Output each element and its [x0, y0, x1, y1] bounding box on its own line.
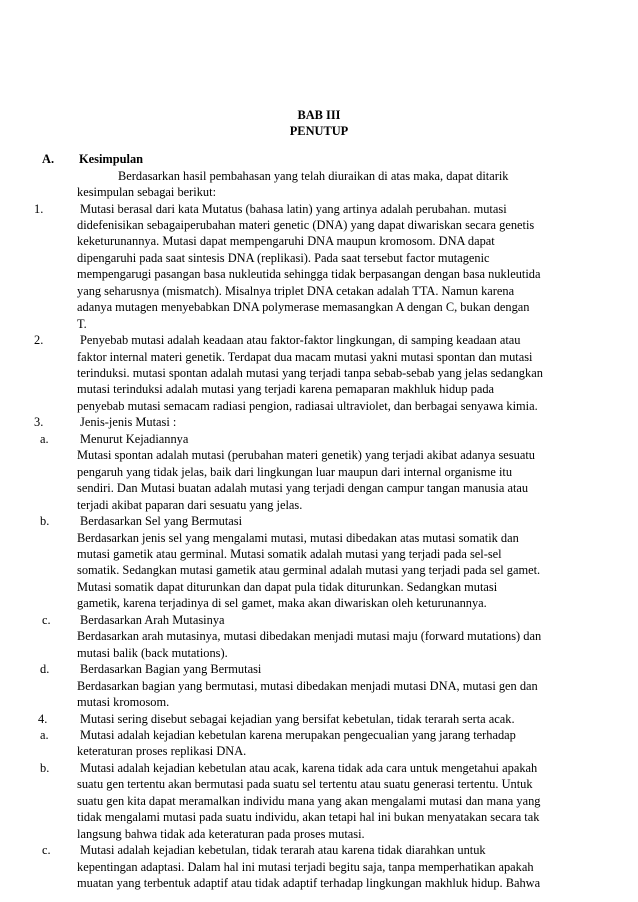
list-item-line: Mutasi somatik dapat diturunkan dan dapat pula tidak diturunkan. Sedangkan mutasi: [77, 579, 498, 594]
list-item-line: mutasi kromosom.: [77, 695, 170, 709]
list-item-heading-line: Berdasarkan Sel yang Bermutasi: [80, 514, 243, 528]
list-item-line: sendiri. Dan Mutasi buatan adalah mutasi yang terjadi dengan campur tangan manusia atau: [77, 481, 529, 496]
list-letter: b.: [40, 514, 50, 528]
list-item-heading-line: Mutasi adalah kejadian kebetulan, tidak terarah atau karena tidak diarahkan untuk: [80, 843, 486, 858]
list-item-line: langsung bahwa tidak ada keteraturan pada proses mutasi.: [77, 826, 365, 841]
list-item-line: muatan yang terbentuk adaptif atau tidak adaptif terhadap lingkungan makhluk hidup. Bahwa: [77, 876, 541, 890]
list-letter: a.: [40, 431, 49, 446]
list-item-line: faktor internal materi genetik. Terdapat dua macam mutasi yakni mutasi spontan dan mutasi: [77, 349, 533, 364]
list-number: 4.: [38, 711, 48, 726]
list-item-heading-line: Berdasarkan Bagian yang Bermutasi: [80, 662, 262, 677]
list-item-heading-line: Berdasarkan Arah Mutasinya: [80, 612, 225, 627]
list-letter: d.: [40, 662, 50, 677]
list-number: 3.: [34, 415, 44, 430]
list-item-line: mutasi balik (back mutations).: [77, 645, 228, 660]
list-letter: a.: [40, 727, 49, 742]
list-item-line: Berdasarkan arah mutasinya, mutasi dibedakan menjadi mutasi maju (forward mutations) dan: [77, 629, 542, 644]
list-item-line: keketurunannya. Mutasi dapat mempengaruhi DNA maupun kromosom. DNA dapat: [77, 234, 495, 249]
list-item-heading-line: Mutasi adalah kejadian kebetulan karena merupakan pengecualian yang jarang terhadap: [80, 727, 516, 742]
list-item-line: tidak mengalami mutasi pada suatu individu, akan tetapi hal ini bukan menyatakan secara tak: [77, 810, 540, 825]
list-letter: c.: [42, 843, 51, 858]
chapter-number: BAB III: [297, 108, 341, 122]
chapter-title: PENUTUP: [289, 124, 349, 138]
list-item-line: Berdasarkan bagian yang bermutasi, mutasi dibedakan menjadi mutasi DNA, mutasi gen dan: [77, 678, 538, 693]
list-item-heading-line: Jenis-jenis Mutasi :: [80, 415, 177, 430]
list-item-line: Berdasarkan jenis sel yang mengalami mutasi, mutasi dibedakan atas mutasi somatik dan: [77, 530, 519, 545]
list-item-line: yang seharusnya (mismatch). Misalnya triplet DNA cetakan adalah TTA. Namun karena: [77, 283, 515, 298]
list-item-heading-line: Mutasi adalah kejadian kebetulan atau acak, karena tidak ada cara untuk mengetahui apakah: [80, 760, 538, 775]
list-item-line: pengaruh yang tidak jelas, baik dari lingkungan luar maupun dari internal organisme itu: [77, 464, 513, 479]
list-number: 2.: [34, 333, 44, 348]
list-item-line: penyebab mutasi semacam radiasi pengion, radiasai ultraviolet, dan berbagai senyawa kimia.: [77, 398, 538, 413]
list-letter: b.: [40, 760, 50, 775]
section-title: Kesimpulan: [79, 152, 144, 166]
list-item-heading-line: Mutasi sering disebut sebagai kejadian yang bersifat kebetulan, tidak terarah serta acak.: [80, 711, 515, 726]
list-number: 1.: [34, 201, 44, 216]
list-item-line: dipengaruhi pada saat sintesis DNA (replikasi). Pada saat tersebut factor mutagenic: [77, 250, 490, 265]
list-item-line: terjadi akibat paparan dari sesuatu yang jelas.: [77, 497, 303, 512]
list-item-line: suatu gen tertentu akan bermutasi pada suatu sel tertentu atau suatu generasi tertentu. Untuk: [77, 777, 533, 792]
list-item-line: terinduksi. mutasi spontan adalah mutasi yang terjadi tanpa sebab-sebab yang jelas sedangkan: [77, 366, 543, 380]
list-item-line: mempengarugi pasangan basa nukleutida sehingga tidak berpasangan dengan basa nukleutida: [77, 267, 541, 282]
list-item-line: mutasi gametik atau germinal. Mutasi somatik adalah mutasi yang terjadi pada sel-sel: [77, 546, 502, 561]
list-item-line: suatu gen kita dapat meramalkan individu mana yang akan mengalami mutasi dan mana yang: [77, 793, 541, 808]
intro-line: kesimpulan sebagai berikut:: [77, 185, 217, 199]
list-item-line: adanya mutagen menyebabkan DNA polymerase memasangkan A dengan C, bukan dengan: [77, 300, 530, 315]
list-item-line: T.: [77, 316, 87, 331]
list-item-heading-line: Mutasi berasal dari kata Mutatus (bahasa latin) yang artinya adalah perubahan. mutasi: [80, 201, 507, 216]
list-item-line: keteraturan proses replikasi DNA.: [77, 744, 247, 759]
list-item-line: somatik. Sedangkan mutasi gametik atau germinal adalah mutasi yang terjadi pada sel gamet.: [77, 563, 541, 578]
list-item-line: kepentingan adaptasi. Dalam hal ini mutasi terjadi begitu saja, tanpa memperhatikan apakah: [77, 859, 534, 874]
list-item-line: didefenisikan sebagaiperubahan materi genetic (DNA) yang dapat diwariskan secara genetis: [77, 217, 535, 232]
list-item-line: Mutasi spontan adalah mutasi (perubahan materi genetik) yang terjadi akibat adanya sesuatu: [77, 448, 535, 463]
intro-line: Berdasarkan hasil pembahasan yang telah diuraikan di atas maka, dapat ditarik: [118, 169, 509, 183]
list-item-line: mutasi terinduksi adalah mutasi yang terjadi karena pemaparan makhluk hidup pada: [77, 382, 495, 397]
list-item-line: gametik, karena terjadinya di sel gamet, maka akan diwariskan oleh keturunannya.: [77, 596, 487, 611]
list-item-heading-line: Penyebab mutasi adalah keadaan atau faktor-faktor lingkungan, di samping keadaan atau: [80, 333, 521, 348]
list-item-heading-line: Menurut Kejadiannya: [80, 431, 189, 446]
section-marker: A.: [42, 152, 55, 166]
list-letter: c.: [42, 612, 51, 627]
